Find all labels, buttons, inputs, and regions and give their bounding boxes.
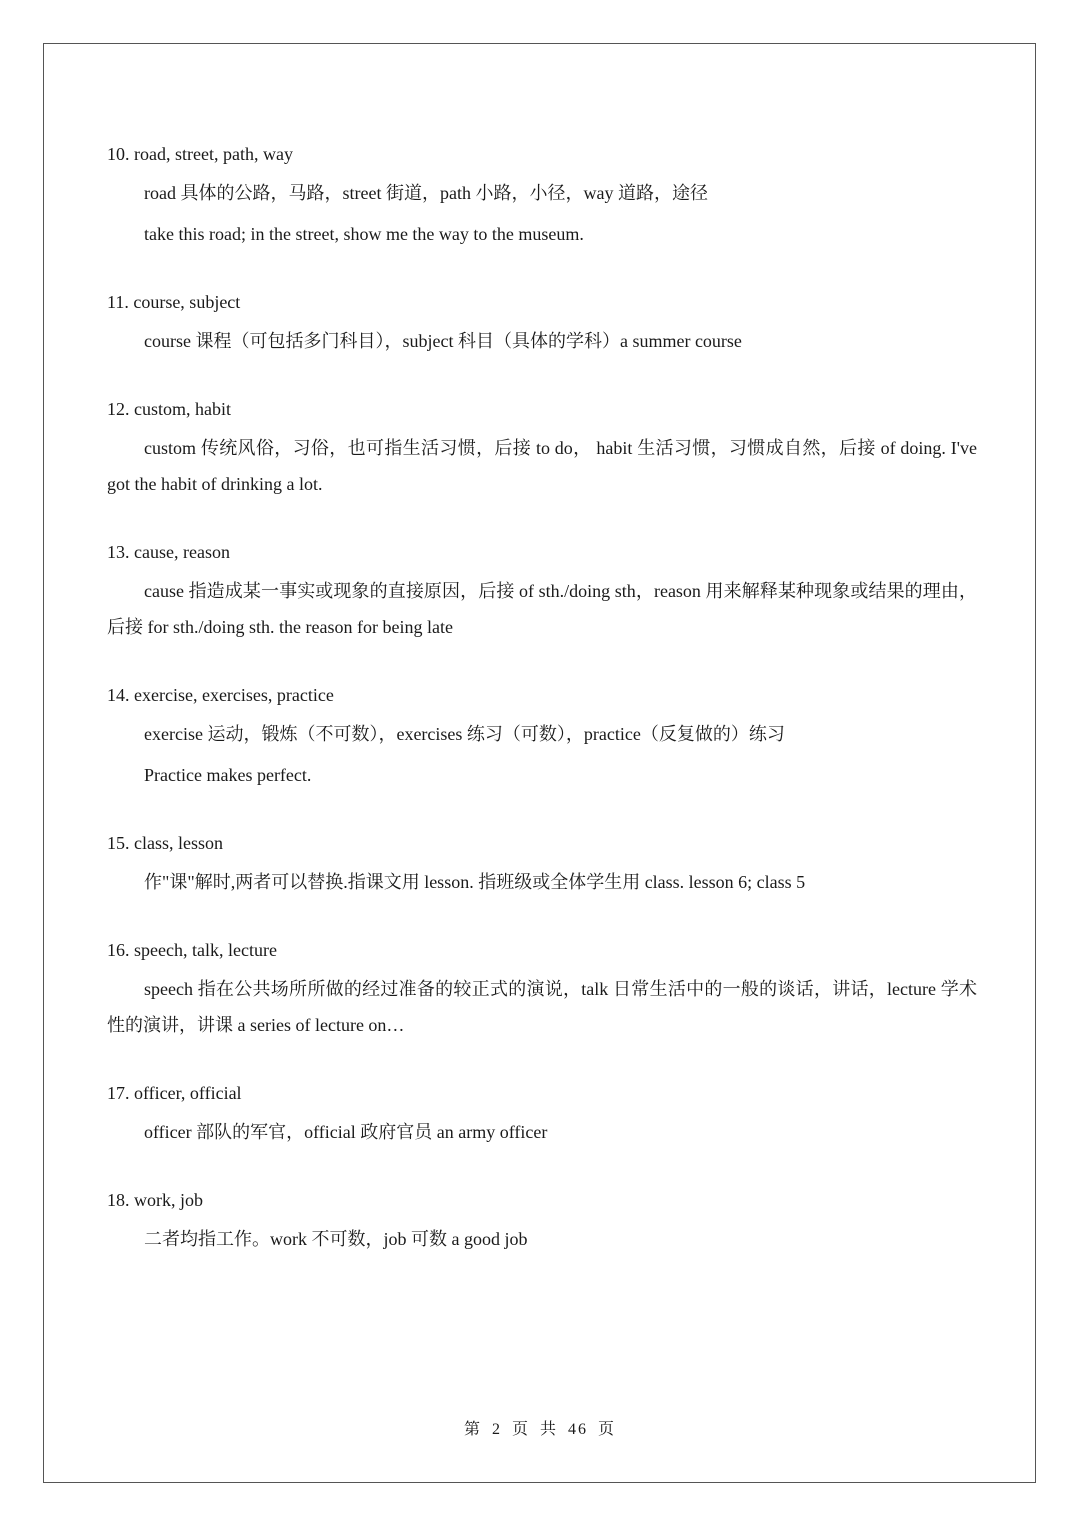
- entry-18: [107, 1184, 977, 1257]
- entry-line: road 具体的公路，马路，street 街道，path 小路，小径，way 道路，途径: [144, 183, 708, 203]
- entry-11: [107, 286, 977, 359]
- entry-line: exercise 运动，锻炼（不可数），exercises 练习（可数），practice（反复做的）练习: [144, 724, 785, 744]
- entry-line: speech 指在公共场所所做的经过准备的较正式的演说，talk 日常生活中的一般的谈话，讲话，lecture 学术性的演讲，讲课 a series of lecture on…: [107, 979, 977, 1035]
- entry-17: [107, 1077, 977, 1150]
- entry-line: custom 传统风俗，习俗，也可指生活习惯，后接 to do， habit 生活习惯，习惯成自然，后接 of doing. I've got the habit of drinking a lot.: [107, 438, 977, 494]
- entry-heading: 16. speech, talk, lecture: [107, 940, 277, 960]
- entry-heading: 13. cause, reason: [107, 542, 230, 562]
- entry-heading: 15. class, lesson: [107, 833, 223, 853]
- entry-heading: 14. exercise, exercises, practice: [107, 685, 334, 705]
- entry-13: [107, 536, 977, 645]
- entry-heading: 10. road, street, path, way: [107, 144, 293, 164]
- entry-line: course 课程（可包括多门科目），subject 科目（具体的学科）a summer course: [144, 331, 742, 351]
- entry-line: Practice makes perfect.: [144, 765, 312, 785]
- entry-heading: 11. course, subject: [107, 292, 241, 312]
- page-number-footer: 第 2 页 共 46 页: [463, 1421, 616, 1438]
- entry-line: officer 部队的军官，official 政府官员 an army officer: [144, 1122, 548, 1142]
- document-body: [107, 138, 977, 1257]
- entry-16: [107, 934, 977, 1043]
- entry-10: [107, 138, 977, 252]
- entry-12: [107, 393, 977, 502]
- entry-heading: 17. officer, official: [107, 1083, 242, 1103]
- entry-line: 作"课"解时,两者可以替换.指课文用 lesson. 指班级或全体学生用 class. lesson 6; class 5: [144, 872, 806, 892]
- entry-14: [107, 679, 977, 793]
- entry-line: cause 指造成某一事实或现象的直接原因，后接 of sth./doing sth，reason 用来解释某种现象或结果的理由，后接 for sth./doing sth. the reason for being late: [107, 581, 977, 637]
- entry-heading: 12. custom, habit: [107, 399, 231, 419]
- entry-15: [107, 827, 977, 900]
- entry-line: take this road; in the street, show me the way to the museum.: [144, 224, 584, 244]
- entry-line: 二者均指工作。work 不可数，job 可数 a good job: [144, 1229, 528, 1249]
- entry-heading: 18. work, job: [107, 1190, 203, 1210]
